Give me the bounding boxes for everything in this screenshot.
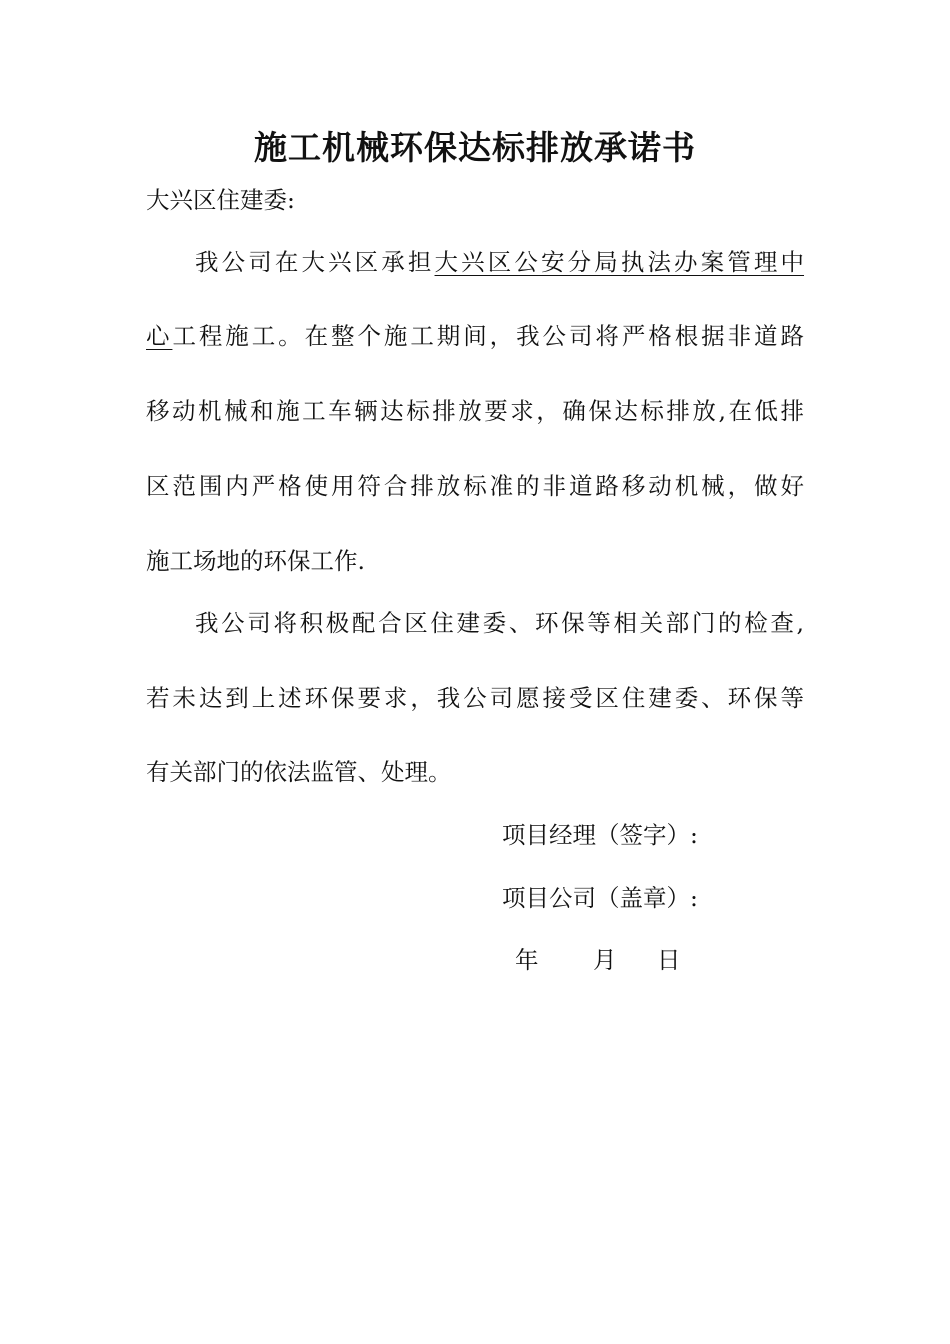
manager-signature-label: 项目经理（签字）:: [502, 821, 698, 849]
project-name-part2: 心: [146, 322, 173, 350]
document-title: 施工机械环保达标排放承诺书: [254, 128, 696, 167]
paragraph1-lead: 我公司在大兴区承担: [195, 248, 435, 276]
company-seal-label: 项目公司（盖章）:: [502, 884, 698, 912]
date-month-label: 月: [593, 946, 617, 974]
paragraph2-line2: 若未达到上述环保要求，我公司愿接受区住建委、环保等: [146, 684, 804, 712]
date-year-label: 年: [515, 946, 539, 974]
paragraph1-line2-text: 工程施工。在整个施工期间，我公司将严格根据非道路: [172, 322, 804, 350]
paragraph2-line3: 有关部门的依法监管、处理。: [146, 758, 452, 786]
paragraph1-line3: 移动机械和施工车辆达标排放要求，确保达标排放,在低排: [146, 397, 804, 425]
paragraph1-line1: [195, 244, 804, 280]
recipient: 大兴区住建委:: [146, 186, 295, 214]
date-day-label: 日: [657, 946, 681, 974]
paragraph1-line5: 施工场地的环保工作.: [146, 547, 365, 575]
paragraph2-line1: 我公司将积极配合区住建委、环保等相关部门的检查,: [195, 609, 804, 637]
paragraph1-line2: [146, 318, 804, 354]
project-name-part1: 大兴区公安分局执法办案管理中: [434, 248, 805, 276]
paragraph1-line4: 区范围内严格使用符合排放标准的非道路移动机械，做好: [146, 472, 804, 500]
